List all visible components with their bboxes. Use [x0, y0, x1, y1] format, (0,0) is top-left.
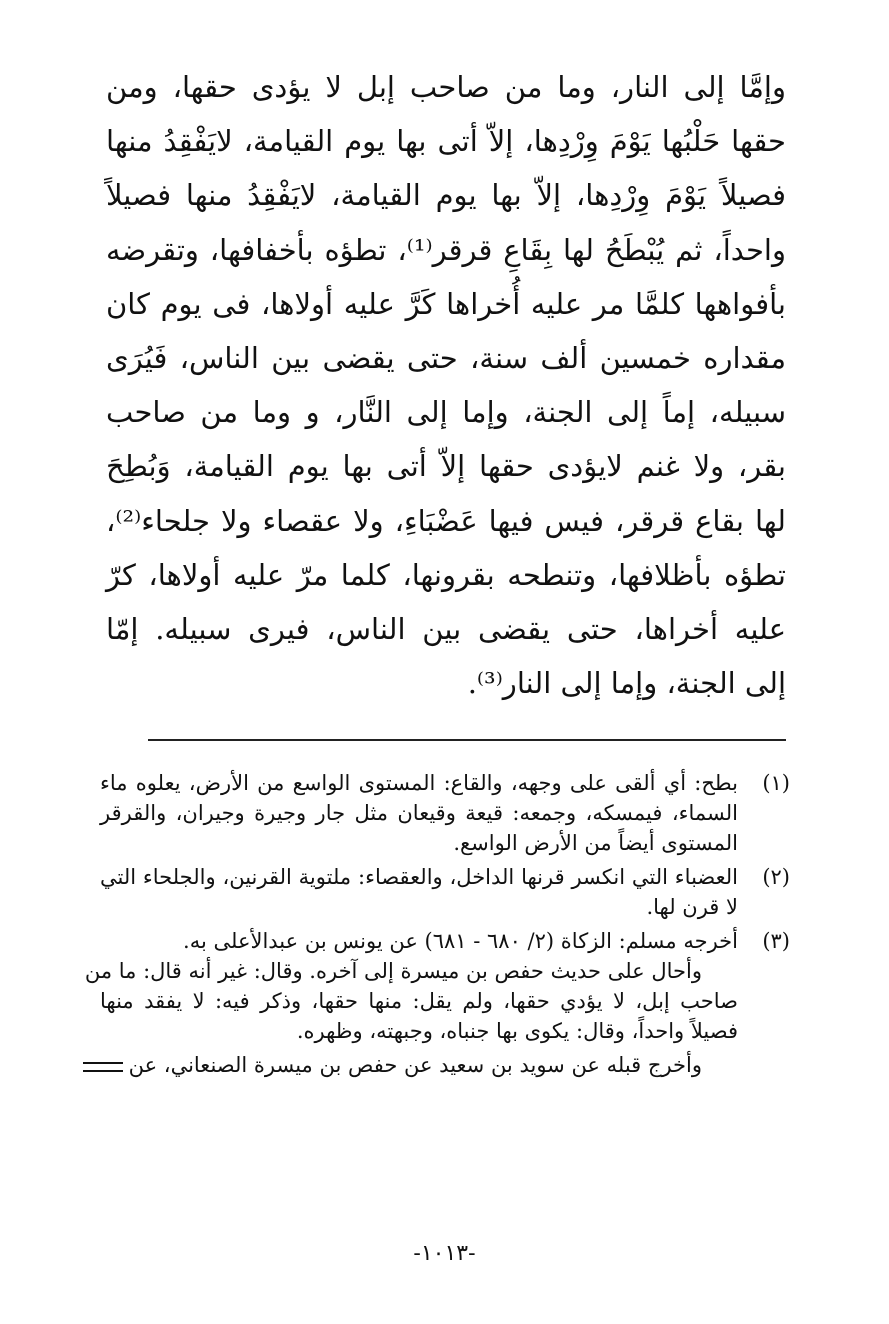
footnote-number: (١)	[762, 771, 790, 795]
footnote-continuation	[100, 1050, 790, 1080]
footnote-2	[100, 862, 790, 922]
main-text-line: بقر، ولا غنم لايؤدى حقها إلاّ أتى بها يوم القيامة، وَبُطِحَ	[106, 449, 786, 484]
page-number: -١٠١٣-	[413, 1241, 476, 1266]
main-text-line: عليه أخراها، حتى يقضى بين الناس، فيرى سبيله. إمّا	[106, 611, 786, 646]
continuation-text: وأخرج قبله عن سويد بن سعيد عن حفص بن ميسرة الصنعاني، عن	[128, 1053, 702, 1077]
footnote-line: فصيلاً واحداً، وقال: يكوى بها جنباه، وجبهته، وظهره.	[296, 1019, 738, 1043]
continuation-mark	[83, 1062, 123, 1072]
footnote-line: العضباء التي انكسر قرنها الداخل، والعقصاء: ملتوية القرنين، والجلحاء التي	[100, 865, 738, 889]
main-text-line: وإمَّا إلى النار، وما من صاحب إبل لا يؤدى حقها، ومن	[106, 70, 786, 104]
footnotes-block	[84, 768, 790, 1080]
main-text-line: لها بقاع قرقر، فيس فيها عَضْبَاءِ، ولا عقصاء ولا جلحاء⁽²⁾،	[106, 503, 786, 538]
footnote-number: (٣)	[762, 929, 790, 953]
footnote-line: المستوى أيضاً من الأرض الواسع.	[453, 831, 738, 855]
footnote-separator	[148, 739, 786, 741]
main-text-line: تطؤه بأظلافها، وتنطحه بقرونها، كلما مرّ عليه أولاها، كرّ	[106, 557, 786, 592]
main-text-line: مقداره خمسين ألف سنة، حتى يقضى بين الناس، فَيُرَى	[106, 340, 786, 375]
main-text-line: حقها حَلْبُها يَوْمَ وِرْدِها، إلاّ أتى بها يوم القيامة، لايَفْقِدُ منها	[106, 124, 786, 159]
main-text-line: إلى الجنة، وإما إلى النار⁽³⁾.	[467, 666, 786, 701]
main-text-block	[106, 60, 786, 710]
footnote-line: لا قرن لها.	[646, 895, 738, 919]
footnote-line: وأحال على حديث حفص بن ميسرة إلى آخره. وقال: غير أنه قال: ما من	[84, 959, 702, 983]
footnote-number: (٢)	[762, 865, 790, 889]
main-text-line: واحداً، ثم يُبْطَحُ لها بِقَاعِ قرقر⁽¹⁾، تطؤه بأخفافها، وتقرضه	[106, 232, 786, 267]
main-text-line: فصيلاً يَوْمَ وِرْدِها، إلاّ بها يوم القيامة، لايَفْقِدُ منها فصيلاً	[106, 178, 786, 213]
main-text-line: سبيله، إماً إلى الجنة، وإما إلى النَّار، و وما من صاحب	[106, 395, 786, 430]
footnote-line: صاحب إبل، لا يؤدي حقها، ولم يقل: منها حقها، وذكر فيه: لا يفقد منها	[100, 989, 738, 1013]
footnote-line: أخرجه مسلم: الزكاة (٢/ ٦٨٠ - ٦٨١) عن يونس بن عبدالأعلى به.	[183, 929, 738, 953]
footnote-1	[100, 768, 790, 858]
footnote-line: بطح: أي ألقى على وجهه، والقاع: المستوى الواسع من الأرض، يعلوه ماء	[100, 771, 738, 795]
footnote-3	[84, 926, 790, 1046]
footnote-continuation-line	[100, 1050, 738, 1080]
main-text-line: بأفواهها كلمَّا مر عليه أُخراها كَرَّ عليه أولاها، فى يوم كان	[106, 286, 786, 321]
footnote-line: السماء، فيمسكه، وجمعه: قيعة وقيعان مثل جار وجيرة وجيران، والقرقر	[100, 801, 738, 825]
